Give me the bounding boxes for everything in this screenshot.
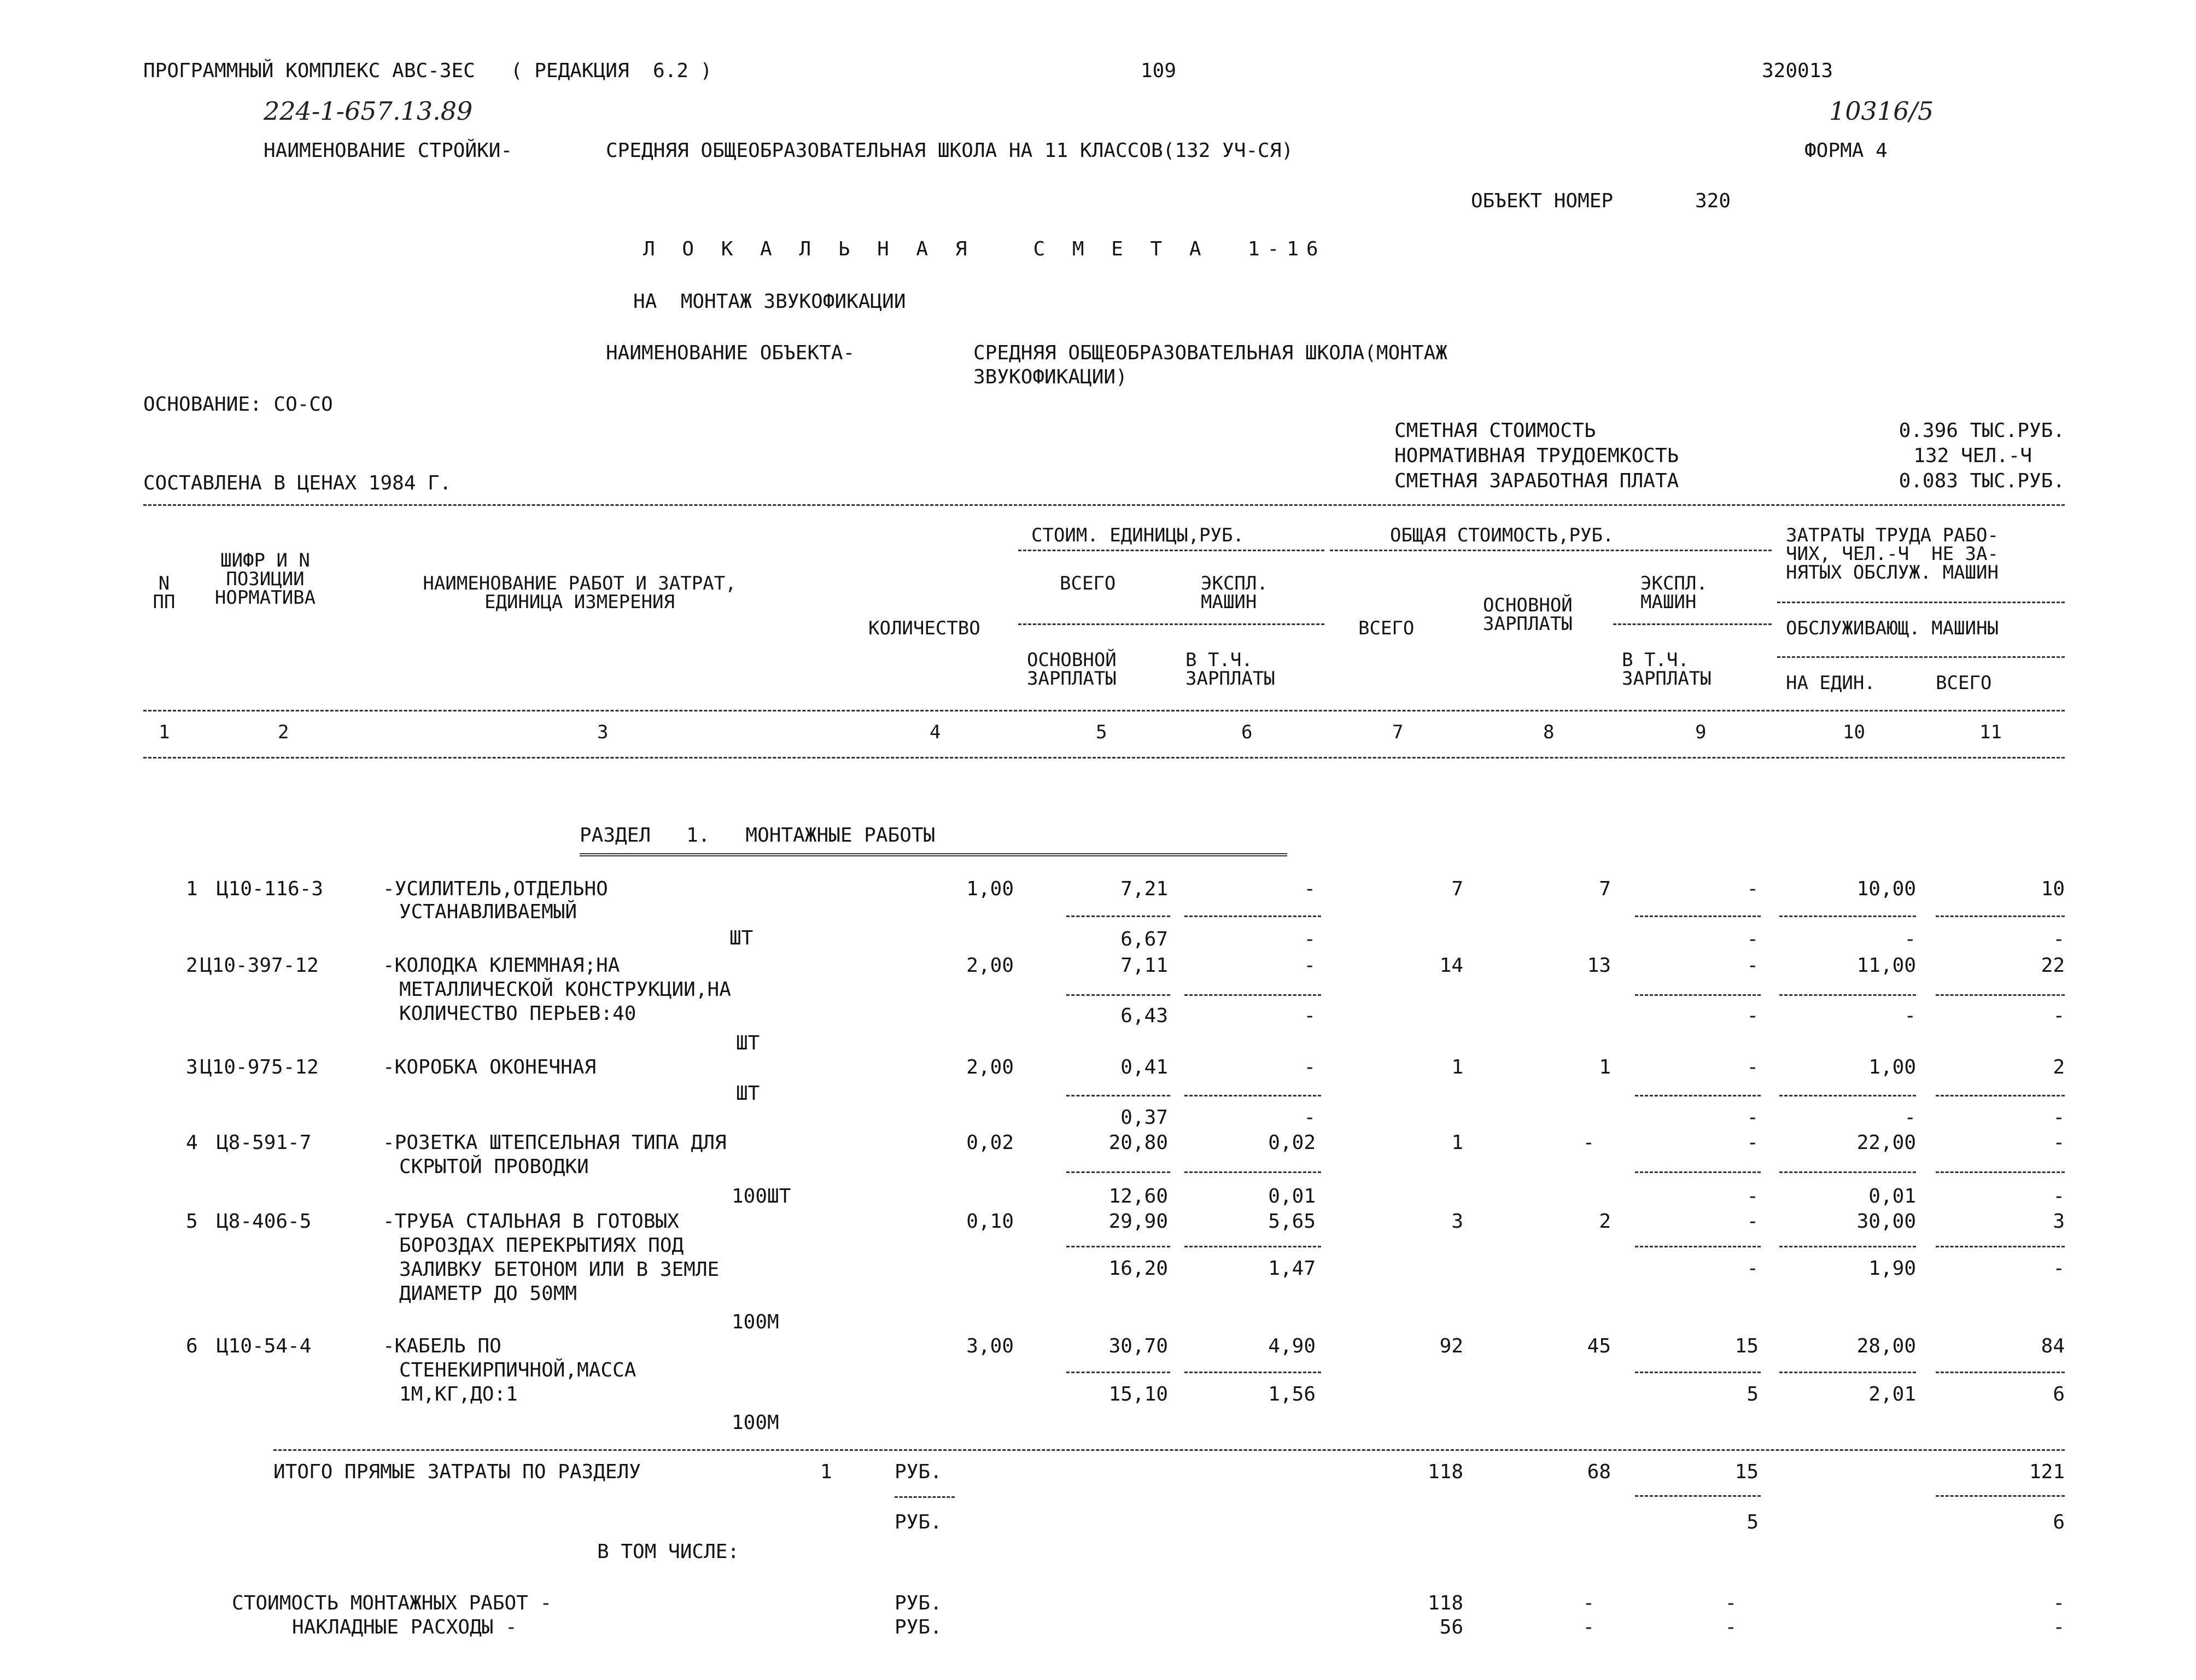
row-4-qty: 0,02: [966, 1131, 1014, 1154]
row-1-unit-expl: -: [1304, 878, 1316, 900]
header-col-1: N ПП: [153, 573, 176, 613]
row-3-unit-total: 0,41: [1120, 1056, 1168, 1078]
handwritten-project-number: 224-1-657.13.89: [264, 96, 473, 126]
row-2-qty: 2,00: [966, 954, 1014, 977]
program-line: ПРОГРАММНЫЙ КОМПЛЕКС АВС-ЗЕС ( РЕДАКЦИЯ 6.2 ): [143, 60, 712, 82]
row-6-unit: 100М: [732, 1411, 779, 1434]
row-6-labor-total: 84: [2041, 1335, 2065, 1357]
row-4-wage: -: [1582, 1131, 1595, 1154]
row-5-labor-unit-2: 1,90: [1868, 1257, 1916, 1280]
row-3-wage: 1: [1599, 1056, 1611, 1078]
header-col-4: КОЛИЧЕСТВО: [868, 617, 980, 639]
row-5-name-3: ЗАЛИВКУ БЕТОНОМ ИЛИ В ЗЕМЛЕ: [399, 1258, 720, 1281]
summary-value-wage: 0.083 ТЫС.РУБ.: [1899, 470, 2065, 492]
col-number-10: 10: [1843, 721, 1865, 743]
row-3-name-1: -КОРОБКА ОКОНЕЧНАЯ: [383, 1056, 597, 1078]
row-3-expl: -: [1747, 1056, 1759, 1078]
row-5-labor-unit: 30,00: [1856, 1210, 1916, 1233]
row-6-qty: 3,00: [966, 1335, 1014, 1357]
object-name-label: НАИМЕНОВАНИЕ ОБЪЕКТА-: [606, 342, 855, 364]
row-4-unit-expl: 0,02: [1268, 1131, 1316, 1154]
row-5-code: Ц8-406-5: [217, 1210, 312, 1233]
row-3-code: Ц10-975-12: [200, 1056, 319, 1078]
totals-currency-2: РУБ.: [895, 1511, 942, 1533]
row-1-unit: ШТ: [729, 927, 754, 949]
sep-r3-c6: [1184, 1095, 1321, 1096]
totals-section-number: 1: [820, 1461, 832, 1483]
row-2-labor-unit: 11,00: [1856, 954, 1916, 977]
row-3-labor-total: 2: [2053, 1056, 2065, 1078]
header-labor-serv: ОБСЛУЖИВАЮЩ. МАШИНЫ: [1786, 617, 1999, 639]
install-cost-label: СТОИМОСТЬ МОНТАЖНЫХ РАБОТ -: [232, 1592, 552, 1614]
row-4-expl: -: [1747, 1131, 1759, 1154]
sep-r1-c11: [1936, 915, 2065, 917]
row-6-expl: 15: [1734, 1335, 1759, 1357]
row-5-unit-wage: 16,20: [1108, 1257, 1168, 1280]
sep-r6-c10: [1779, 1372, 1916, 1373]
sep-r5-c9: [1635, 1246, 1761, 1247]
row-5-unit-expl: 5,65: [1268, 1210, 1316, 1233]
totals-including: В ТОМ ЧИСЛЕ:: [597, 1541, 740, 1563]
row-2-total: 14: [1439, 954, 1463, 977]
sep-r2-c5: [1066, 994, 1170, 996]
row-5-unit-total: 29,90: [1108, 1210, 1168, 1233]
row-6-unit-total: 30,70: [1108, 1335, 1168, 1357]
install-cost-currency: РУБ.: [895, 1592, 942, 1614]
row-4-labor-total-2: -: [2053, 1185, 2065, 1208]
row-5-wage: 2: [1599, 1210, 1611, 1233]
header-sub-rule-4: [1613, 623, 1772, 625]
col-number-5: 5: [1096, 721, 1107, 743]
totals-expl-wage: 5: [1747, 1511, 1759, 1533]
header-bottom-rule: [143, 710, 2065, 711]
sep-r5-c10: [1779, 1246, 1916, 1247]
row-4-number: 4: [186, 1131, 198, 1154]
row-1-number: 1: [186, 878, 198, 900]
row-6-total: 92: [1439, 1335, 1463, 1357]
install-cost-expl: -: [1725, 1592, 1737, 1614]
row-2-unit-expl: -: [1304, 954, 1316, 977]
row-1-labor-unit-2: -: [1904, 928, 1916, 950]
header-unit-wage: ОСНОВНОЙ ЗАРПЛАТЫ: [1027, 649, 1117, 690]
row-4-labor-total: -: [2053, 1131, 2065, 1154]
sep-r2-c9: [1635, 994, 1761, 996]
overhead-currency: РУБ.: [895, 1616, 942, 1638]
header-sub-rule-1: [1018, 550, 1324, 551]
document-subtitle: НА МОНТАЖ ЗВУКОФИКАЦИИ: [633, 290, 906, 313]
summary-label-cost: СМЕТНАЯ СТОИМОСТЬ: [1394, 419, 1596, 442]
row-4-name-2: СКРЫТОЙ ПРОВОДКИ: [399, 1156, 589, 1178]
sep-r3-c9: [1635, 1095, 1761, 1096]
page-number: 109: [1141, 60, 1177, 82]
construction-name: СРЕДНЯЯ ОБЩЕОБРАЗОВАТЕЛЬНАЯ ШКОЛА НА 11 КЛАССОВ(132 УЧ-СЯ): [606, 139, 1294, 162]
col-number-1: 1: [159, 721, 170, 743]
header-labor-total: ВСЕГО: [1936, 672, 1992, 694]
row-4-total: 1: [1451, 1131, 1463, 1154]
row-1-code: Ц10-116-3: [217, 878, 324, 900]
sep-r1-c6: [1184, 915, 1321, 917]
row-2-labor-total-2: -: [2053, 1005, 2065, 1027]
row-5-expl-wage: -: [1747, 1257, 1759, 1280]
sep-r6-c6: [1184, 1372, 1321, 1373]
row-4-code: Ц8-591-7: [217, 1131, 312, 1154]
row-1-qty: 1,00: [966, 878, 1014, 900]
row-2-labor-unit-2: -: [1904, 1005, 1916, 1027]
sep-r1-c9: [1635, 915, 1761, 917]
totals-labor-total-2: 6: [2053, 1511, 2065, 1533]
row-2-number: 2: [186, 954, 198, 977]
row-5-expl: -: [1747, 1210, 1759, 1233]
col-number-11: 11: [1979, 721, 2002, 743]
section-underline: [580, 853, 1287, 856]
row-3-expl-wage: -: [1747, 1106, 1759, 1129]
sep-r1-c5: [1066, 915, 1170, 917]
row-5-name-1: -ТРУБА СТАЛЬНАЯ В ГОТОВЫХ: [383, 1210, 679, 1233]
header-unit-cost: СТОИМ. ЕДИНИЦЫ,РУБ.: [1031, 524, 1244, 546]
row-6-unit-expl: 4,90: [1268, 1335, 1316, 1357]
row-5-labor-total: 3: [2053, 1210, 2065, 1233]
header-unit-incl: В Т.Ч. ЗАРПЛАТЫ: [1185, 649, 1275, 690]
sep-r4-c6: [1184, 1171, 1321, 1173]
install-cost-total: 118: [1427, 1592, 1463, 1614]
row-4-name-1: -РОЗЕТКА ШТЕПСЕЛЬНАЯ ТИПА ДЛЯ: [383, 1131, 727, 1154]
sep-r4-c5: [1066, 1171, 1170, 1173]
object-number: 320: [1695, 190, 1731, 212]
col-number-2: 2: [278, 721, 289, 743]
handwritten-sheet-number: 10316/5: [1829, 96, 1934, 126]
overhead-total: 56: [1439, 1616, 1463, 1638]
row-3-number: 3: [186, 1056, 198, 1078]
row-1-unit-wage: 6,67: [1120, 928, 1168, 950]
sep-r2-c10: [1779, 994, 1916, 996]
sep-r2-c11: [1936, 994, 2065, 996]
row-6-name-1: -КАБЕЛЬ ПО: [383, 1335, 501, 1357]
totals-sep-c11: [1936, 1495, 2065, 1497]
row-4-unit-wage: 12,60: [1108, 1185, 1168, 1208]
totals-expl: 15: [1734, 1461, 1759, 1483]
summary-label-wage: СМЕТНАЯ ЗАРАБОТНАЯ ПЛАТА: [1394, 470, 1679, 492]
row-3-total: 1: [1451, 1056, 1463, 1078]
col-number-3: 3: [597, 721, 609, 743]
row-2-name-1: -КОЛОДКА КЛЕММНАЯ;НА: [383, 954, 620, 977]
row-3-labor-total-2: -: [2053, 1106, 2065, 1129]
row-4-unit: 100ШТ: [732, 1185, 791, 1208]
row-4-labor-unit-2: 0,01: [1868, 1185, 1916, 1208]
header-total-expl: ЭКСПЛ. МАШИН: [1640, 573, 1708, 613]
row-6-number: 6: [186, 1335, 198, 1357]
document-title: Л О К А Л Ь Н А Я С М Е Т А 1-16: [643, 238, 1326, 260]
row-1-total: 7: [1451, 878, 1463, 900]
row-5-name-4: ДИАМЕТР ДО 50ММ: [399, 1282, 577, 1305]
row-6-name-3: 1М,КГ,ДО:1: [399, 1383, 518, 1405]
header-labor-unit: НА ЕДИН.: [1786, 672, 1876, 694]
col-number-9: 9: [1695, 721, 1707, 743]
row-6-name-2: СТЕНЕКИРПИЧНОЙ,МАССА: [399, 1359, 636, 1381]
row-6-labor-unit-2: 2,01: [1868, 1383, 1916, 1405]
header-sub-rule-5: [1777, 602, 2065, 603]
row-6-code: Ц10-54-4: [217, 1335, 312, 1357]
row-1-unit-incl: -: [1304, 928, 1316, 950]
sep-r2-c6: [1184, 994, 1321, 996]
row-1-labor-unit: 10,00: [1856, 878, 1916, 900]
row-1-labor-total-2: -: [2053, 928, 2065, 950]
totals-currency-1: РУБ.: [895, 1461, 942, 1483]
totals-currency-underline: [895, 1496, 955, 1498]
summary-label-labor: НОРМАТИВНАЯ ТРУДОЕМКОСТЬ: [1394, 445, 1679, 467]
totals-labor-total: 121: [2029, 1461, 2065, 1483]
totals-total: 118: [1427, 1461, 1463, 1483]
row-6-unit-incl: 1,56: [1268, 1383, 1316, 1405]
totals-label: ИТОГО ПРЯМЫЕ ЗАТРАТЫ ПО РАЗДЕЛУ: [273, 1461, 641, 1483]
install-cost-wage: -: [1582, 1592, 1595, 1614]
row-5-unit-incl: 1,47: [1268, 1257, 1316, 1280]
totals-wage: 68: [1587, 1461, 1611, 1483]
row-3-unit-wage: 0,37: [1120, 1106, 1168, 1129]
row-4-expl-wage: -: [1747, 1185, 1759, 1208]
row-1-labor-total: 10: [2041, 878, 2065, 900]
sep-r6-c11: [1936, 1372, 2065, 1373]
row-1-wage: 7: [1599, 878, 1611, 900]
row-3-qty: 2,00: [966, 1056, 1014, 1078]
install-cost-labor: -: [2053, 1592, 2065, 1614]
row-3-unit-incl: -: [1304, 1106, 1316, 1129]
sep-r6-c9: [1635, 1372, 1761, 1373]
overhead-labor: -: [2053, 1616, 2065, 1638]
sep-r3-c10: [1779, 1095, 1916, 1096]
overhead-label: НАКЛАДНЫЕ РАСХОДЫ -: [292, 1616, 517, 1638]
sep-r5-c11: [1936, 1246, 2065, 1247]
col-number-8: 8: [1543, 721, 1555, 743]
sep-r4-c9: [1635, 1171, 1761, 1173]
header-col-2: ШИФР И N ПОЗИЦИИ НОРМАТИВА: [214, 550, 316, 609]
row-2-name-2: МЕТАЛЛИЧЕСКОЙ КОНСТРУКЦИИ,НА: [399, 978, 731, 1001]
row-2-unit: ШТ: [736, 1032, 760, 1054]
row-5-total: 3: [1451, 1210, 1463, 1233]
row-1-name-1: -УСИЛИТЕЛЬ,ОТДЕЛЬНО: [383, 878, 608, 900]
row-3-unit: ШТ: [736, 1082, 760, 1105]
sep-r5-c6: [1184, 1246, 1321, 1247]
totals-top-rule: [273, 1449, 2065, 1451]
row-3-labor-unit: 1,00: [1868, 1056, 1916, 1078]
sep-r5-c5: [1066, 1246, 1170, 1247]
row-6-unit-wage: 15,10: [1108, 1383, 1168, 1405]
row-2-wage: 13: [1587, 954, 1611, 977]
prices-year: СОСТАВЛЕНА В ЦЕНАХ 1984 Г.: [143, 472, 452, 494]
sep-r3-c5: [1066, 1095, 1170, 1096]
basis: ОСНОВАНИЕ: СО-СО: [143, 393, 333, 416]
construction-label: НАИМЕНОВАНИЕ СТРОЙКИ-: [264, 139, 513, 162]
row-4-unit-incl: 0,01: [1268, 1185, 1316, 1208]
document-code: 320013: [1762, 60, 1833, 82]
row-2-unit-wage: 6,43: [1120, 1005, 1168, 1027]
row-6-wage: 45: [1587, 1335, 1611, 1357]
object-label: ОБЪЕКТ НОМЕР: [1471, 190, 1614, 212]
totals-sep-c9: [1635, 1495, 1761, 1497]
row-5-unit: 100М: [732, 1311, 779, 1333]
sep-r6-c5: [1066, 1372, 1170, 1373]
row-1-unit-total: 7,21: [1120, 878, 1168, 900]
header-unit-total: ВСЕГО: [1060, 573, 1116, 594]
sep-r3-c11: [1936, 1095, 2065, 1096]
header-total-incl: В Т.Ч. ЗАРПЛАТЫ: [1622, 649, 1712, 690]
header-total-all: ВСЕГО: [1358, 617, 1415, 639]
sep-r1-c10: [1779, 915, 1916, 917]
row-2-labor-total: 22: [2041, 954, 2065, 977]
header-labor: ЗАТРАТЫ ТРУДА РАБО- ЧИХ, ЧЕЛ.-Ч НЕ ЗА- НЯТЫХ ОБСЛУЖ. МАШИН: [1786, 524, 1999, 584]
header-total-cost: ОБЩАЯ СТОИМОСТЬ,РУБ.: [1390, 524, 1614, 546]
row-4-labor-unit: 22,00: [1856, 1131, 1916, 1154]
header-unit-expl: ЭКСПЛ. МАШИН: [1201, 573, 1268, 613]
overhead-expl: -: [1725, 1616, 1737, 1638]
row-3-unit-expl: -: [1304, 1056, 1316, 1078]
col-number-6: 6: [1241, 721, 1253, 743]
section-title: РАЗДЕЛ 1. МОНТАЖНЫЕ РАБОТЫ: [580, 824, 936, 847]
col-number-4: 4: [930, 721, 941, 743]
summary-value-labor: 132 ЧЕЛ.-Ч: [1913, 445, 2032, 467]
overhead-wage: -: [1582, 1616, 1595, 1638]
row-2-code: Ц10-397-12: [200, 954, 319, 977]
row-2-unit-incl: -: [1304, 1005, 1316, 1027]
row-1-name-2: УСТАНАВЛИВАЕМЫЙ: [399, 901, 577, 923]
row-3-labor-unit-2: -: [1904, 1106, 1916, 1129]
row-4-unit-total: 20,80: [1108, 1131, 1168, 1154]
header-top-rule: [143, 504, 2065, 506]
row-2-name-3: КОЛИЧЕСТВО ПЕРЬЕВ:40: [399, 1002, 636, 1025]
summary-value-cost: 0.396 ТЫС.РУБ.: [1899, 419, 2065, 442]
row-5-labor-total-2: -: [2053, 1257, 2065, 1280]
row-1-expl-wage: -: [1747, 928, 1759, 950]
row-2-expl: -: [1747, 954, 1759, 977]
header-sub-rule-6: [1777, 656, 2065, 658]
header-total-wage: ОСНОВНОЙ ЗАРПЛАТЫ: [1483, 594, 1573, 635]
header-sub-rule-3: [1330, 550, 1772, 551]
row-2-expl-wage: -: [1747, 1005, 1759, 1027]
row-6-expl-wage: 5: [1747, 1383, 1759, 1405]
row-2-unit-total: 7,11: [1120, 954, 1168, 977]
numbers-bottom-rule: [143, 757, 2065, 759]
row-5-qty: 0,10: [966, 1210, 1014, 1233]
row-5-number: 5: [186, 1210, 198, 1233]
object-name-line-2: ЗВУКОФИКАЦИИ): [973, 366, 1128, 388]
row-1-expl: -: [1747, 878, 1759, 900]
header-sub-rule-2: [1018, 623, 1324, 625]
object-name-line-1: СРЕДНЯЯ ОБЩЕОБРАЗОВАТЕЛЬНАЯ ШКОЛА(МОНТАЖ: [973, 342, 1447, 364]
form-number: ФОРМА 4: [1804, 139, 1888, 162]
sep-r4-c11: [1936, 1171, 2065, 1173]
row-6-labor-total-2: 6: [2053, 1383, 2065, 1405]
col-number-7: 7: [1392, 721, 1404, 743]
sep-r4-c10: [1779, 1171, 1916, 1173]
header-col-3: НАИМЕНОВАНИЕ РАБОТ И ЗАТРАТ, ЕДИНИЦА ИЗМЕРЕНИЯ: [423, 573, 737, 613]
row-5-name-2: БОРОЗДАХ ПЕРЕКРЫТИЯХ ПОД: [399, 1234, 684, 1257]
row-6-labor-unit: 28,00: [1856, 1335, 1916, 1357]
